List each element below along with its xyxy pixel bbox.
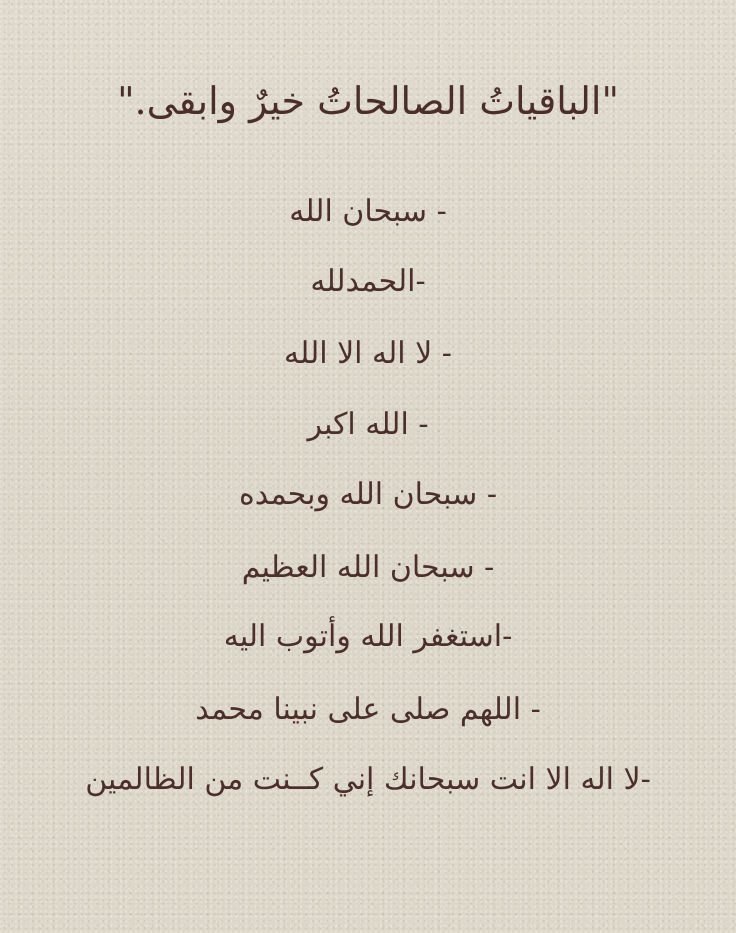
- dhikr-line-6: - سبحان الله العظيم: [241, 550, 495, 585]
- dhikr-line-3: - لا اله الا الله: [284, 336, 452, 371]
- dhikr-line-5: - سبحان الله وبحمده: [239, 477, 497, 512]
- page-title: "الباقياتُ الصالحاتُ خيرٌ وابقى.": [117, 79, 619, 123]
- dhikr-line-8: - اللهم صلى على نبينا محمد: [195, 692, 541, 727]
- dhikr-line-1: - سبحان الله: [289, 194, 447, 229]
- dhikr-line-4: - الله اكبر: [307, 407, 429, 442]
- dhikr-line-2: -الحمدلله: [310, 264, 426, 299]
- dhikr-line-9: -لا اله الا انت سبحانك إني كــنت من الظالمين: [85, 762, 651, 797]
- dhikr-line-7: -استغفر الله وأتوب اليه: [223, 619, 513, 654]
